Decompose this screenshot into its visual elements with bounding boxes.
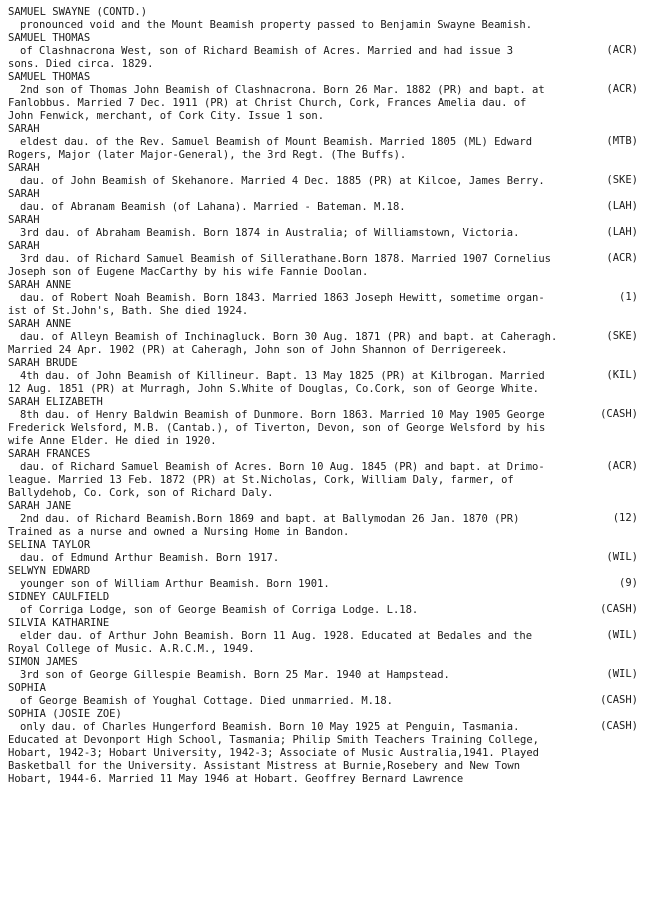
entry-text-line: Fanlobbus. Married 7 Dec. 1911 (PR) at Christ Church, Cork, Frances Amelia dau. of: [8, 97, 527, 109]
entry-text-line: 2nd son of Thomas John Beamish of Clashnacrona. Born 26 Mar. 1882 (PR) and bapt. at: [20, 84, 545, 96]
entry-branch-code: (ACR): [606, 44, 638, 56]
genealogy-entry: [8, 617, 644, 656]
entry-text-line: ist of St.John's, Bath. She died 1924.: [8, 305, 249, 317]
entry-branch-code: (SKE): [606, 174, 638, 186]
entry-branch-code: (1): [619, 291, 638, 303]
entry-text-line: Joseph son of Eugene MacCarthy by his wife Fannie Doolan.: [8, 266, 369, 278]
entry-text-line: dau. of Abranam Beamish (of Lahana). Married - Bateman. M.18.: [20, 201, 406, 213]
entry-text-line: only dau. of Charles Hungerford Beamish. Born 10 May 1925 at Penguin, Tasmania.: [20, 721, 520, 733]
entry-branch-code: (LAH): [606, 226, 638, 238]
entry-branch-code: (ACR): [606, 252, 638, 264]
entry-text-line: Royal College of Music. A.R.C.M., 1949.: [8, 643, 255, 655]
genealogy-entry: [8, 214, 644, 240]
entry-name: SARAH ANNE: [8, 318, 72, 330]
entry-text-line: Hobart, 1942-3; Hobart University, 1942-3; Associate of Music Australia,1941. Played: [8, 747, 540, 759]
entry-branch-code: (ACR): [606, 460, 638, 472]
entry-name: SAMUEL SWAYNE (CONTD.): [8, 6, 148, 18]
genealogy-entry: [8, 500, 644, 539]
genealogy-entry: [8, 682, 644, 708]
entry-branch-code: (CASH): [600, 720, 638, 732]
entry-text-line: of Corriga Lodge, son of George Beamish of Corriga Lodge. L.18.: [20, 604, 419, 616]
entry-name: SARAH: [8, 188, 40, 200]
genealogy-entry: [8, 6, 644, 32]
entry-text-line: dau. of Robert Noah Beamish. Born 1843. Married 1863 Joseph Hewitt, sometime organ-: [20, 292, 545, 304]
genealogy-entry: [8, 357, 644, 396]
entry-text-line: dau. of Richard Samuel Beamish of Acres. Born 10 Aug. 1845 (PR) and bapt. at Drimo-: [20, 461, 545, 473]
entry-name: SARAH: [8, 123, 40, 135]
entry-text-line: Rogers, Major (later Major-General), the 3rd Regt. (The Buffs).: [8, 149, 407, 161]
genealogy-entry: [8, 708, 644, 786]
entry-branch-code: (WIL): [606, 551, 638, 563]
entry-name: SAMUEL THOMAS: [8, 32, 91, 44]
genealogy-entry: [8, 565, 644, 591]
entry-text-line: dau. of John Beamish of Skehanore. Married 4 Dec. 1885 (PR) at Kilcoe, James Berry.: [20, 175, 545, 187]
entry-branch-code: (CASH): [600, 603, 638, 615]
entry-branch-code: (WIL): [606, 668, 638, 680]
entry-name: SARAH ELIZABETH: [8, 396, 103, 408]
entry-name: SAMUEL THOMAS: [8, 71, 91, 83]
entry-text-line: Basketball for the University. Assistant Mistress at Burnie,Rosebery and New Town: [8, 760, 521, 772]
genealogy-entry: [8, 539, 644, 565]
entry-text-line: Hobart, 1944-6. Married 11 May 1946 at Hobart. Geoffrey Bernard Lawrence: [8, 773, 464, 785]
entry-name: SARAH: [8, 214, 40, 226]
entry-text-line: John Fenwick, merchant, of Cork City. Issue 1 son.: [8, 110, 325, 122]
entry-text-line: sons. Died circa. 1829.: [8, 58, 154, 70]
entry-text-line: of Clashnacrona West, son of Richard Beamish of Acres. Married and had issue 3: [20, 45, 514, 57]
entry-name: SIMON JAMES: [8, 656, 78, 668]
entry-name: SELINA TAYLOR: [8, 539, 91, 551]
entry-text-line: 3rd dau. of Abraham Beamish. Born 1874 in Australia; of Williamstown, Victoria.: [20, 227, 520, 239]
entry-text-line: of George Beamish of Youghal Cottage. Died unmarried. M.18.: [20, 695, 393, 707]
entry-text-line: dau. of Alleyn Beamish of Inchinagluck. Born 30 Aug. 1871 (PR) and bapt. at Caheragh.: [20, 331, 558, 343]
entry-text-line: league. Married 13 Feb. 1872 (PR) at St.Nicholas, Cork, William Daly, farmer, of: [8, 474, 514, 486]
entry-text-line: eldest dau. of the Rev. Samuel Beamish of Mount Beamish. Married 1805 (ML) Edward: [20, 136, 533, 148]
genealogy-entry: [8, 240, 644, 279]
entry-text-line: younger son of William Arthur Beamish. Born 1901.: [20, 578, 330, 590]
entry-branch-code: (CASH): [600, 694, 638, 706]
genealogy-entry: [8, 188, 644, 214]
entry-text-line: Trained as a nurse and owned a Nursing Home in Bandon.: [8, 526, 350, 538]
entry-text-line: Educated at Devonport High School, Tasmania; Philip Smith Teachers Training College,: [8, 734, 540, 746]
genealogy-entry: [8, 123, 644, 162]
entry-name: SARAH: [8, 162, 40, 174]
entry-text-line: elder dau. of Arthur John Beamish. Born 11 Aug. 1928. Educated at Bedales and the: [20, 630, 533, 642]
genealogy-entry: [8, 318, 644, 357]
entry-branch-code: (MTB): [606, 135, 638, 147]
entry-branch-code: (LAH): [606, 200, 638, 212]
entry-name: SOPHIA (JOSIE ZOE): [8, 708, 122, 720]
entry-branch-code: (CASH): [600, 408, 638, 420]
entry-text-line: 4th dau. of John Beamish of Killineur. Bapt. 13 May 1825 (PR) at Kilbrogan. Married: [20, 370, 545, 382]
genealogy-entry: [8, 32, 644, 71]
entry-text-line: 3rd dau. of Richard Samuel Beamish of Sillerathane.Born 1878. Married 1907 Cornelius: [20, 253, 552, 265]
entry-name: SIDNEY CAULFIELD: [8, 591, 110, 603]
entry-name: SOPHIA: [8, 682, 46, 694]
entry-name: SILVIA KATHARINE: [8, 617, 110, 629]
entry-text-line: 2nd dau. of Richard Beamish.Born 1869 and bapt. at Ballymodan 26 Jan. 1870 (PR): [20, 513, 520, 525]
entry-text-line: wife Anne Elder. He died in 1920.: [8, 435, 217, 447]
entry-branch-code: (KIL): [606, 369, 638, 381]
entry-branch-code: (ACR): [606, 83, 638, 95]
entry-text-line: Married 24 Apr. 1902 (PR) at Caheragh, John son of John Shannon of Derrigereek.: [8, 344, 508, 356]
entry-name: SARAH ANNE: [8, 279, 72, 291]
genealogy-entry: [8, 279, 644, 318]
entry-text-line: 3rd son of George Gillespie Beamish. Born 25 Mar. 1940 at Hampstead.: [20, 669, 450, 681]
entry-text-line: pronounced void and the Mount Beamish property passed to Benjamin Swayne Beamish.: [20, 19, 533, 31]
genealogy-entry: [8, 71, 644, 123]
entry-name: SARAH JANE: [8, 500, 72, 512]
entry-text-line: 12 Aug. 1851 (PR) at Murragh, John S.White of Douglas, Co.Cork, son of George White.: [8, 383, 540, 395]
entry-text-line: Ballydehob, Co. Cork, son of Richard Daly.: [8, 487, 274, 499]
genealogy-entry: [8, 162, 644, 188]
entry-name: SARAH BRUDE: [8, 357, 78, 369]
entry-branch-code: (SKE): [606, 330, 638, 342]
entry-text-line: 8th dau. of Henry Baldwin Beamish of Dunmore. Born 1863. Married 10 May 1905 George: [20, 409, 545, 421]
genealogy-entry: [8, 448, 644, 500]
entry-text-line: Frederick Welsford, M.B. (Cantab.), of Tiverton, Devon, son of George Welsford by his: [8, 422, 546, 434]
genealogy-entry: [8, 656, 644, 682]
genealogy-entry: [8, 396, 644, 448]
entry-text-line: dau. of Edmund Arthur Beamish. Born 1917.: [20, 552, 280, 564]
entry-branch-code: (12): [612, 512, 638, 524]
entry-name: SARAH: [8, 240, 40, 252]
entry-name: SELWYN EDWARD: [8, 565, 91, 577]
entry-branch-code: (WIL): [606, 629, 638, 641]
entry-branch-code: (9): [619, 577, 638, 589]
entry-name: SARAH FRANCES: [8, 448, 91, 460]
genealogy-entry: [8, 591, 644, 617]
